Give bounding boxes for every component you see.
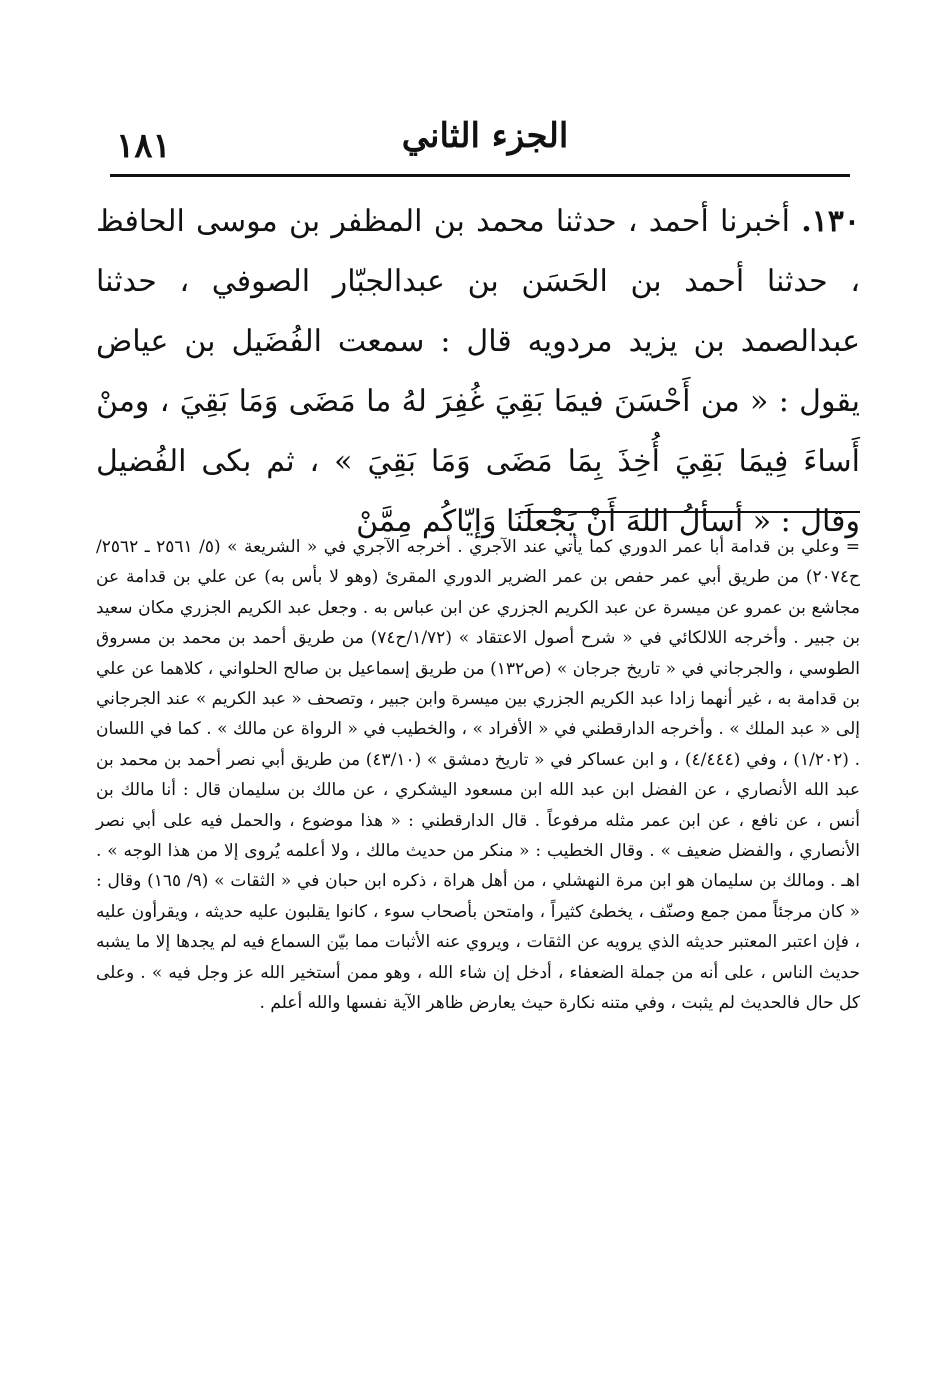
page-number: ١٨١ <box>116 126 171 166</box>
footnotes <box>96 532 860 1019</box>
page-header <box>110 88 850 188</box>
hadith-number: ١٣٠. <box>801 204 860 239</box>
header-rule <box>110 174 850 177</box>
hadith-text: أخبرنا أحمد ، حدثنا محمد بن المظفر بن موسى الحافظ ، حدثنا أحمد بن الحَسَن بن عبدالجبّار الصوفي ، حدثنا عبدالصمد بن يزيد مردويه قال : سمعت الفُضَيل بن عياض يقول : « من أَحْسَنَ فيمَا بَقِيَ غُفِرَ لهُ ما مَضَى وَمَا بَقِيَ ، ومنْ أَساءَ فِيمَا بَقِيَ أُخِذَ بِمَا مَضَى وَمَا بَقِيَ » ، ثم بكى الفُضيل وقال : « أسألُ اللهَ أَنْ يَجْعلَنَا وَإيّاكُم مِمَّنْ <box>96 204 860 539</box>
footnote-rule <box>520 511 860 513</box>
footnote-text: = وعلي بن قدامة أبا عمر الدوري كما يأتي عند الآجري . أخرجه الآجري في « الشريعة » (٥/ ٢٥٦١ ـ ٢٥٦٢/ح٢٠٧٤) من طريق أبي عمر حفص بن عمر الضرير الدوري المقرئ (وهو لا بأس به) عن علي بن قدامة عن مجاشع بن عمرو عن ميسرة عن عبد الكريم الجزري عن ابن عباس به . وجعل عبد الكريم الجزري مكان سعيد بن جبير . وأخرجه اللالكائي في « شرح أصول الاعتقاد » (١/٧٢/ح٧٤) من طريق أحمد بن محمد بن مسروق الطوسي ، والجرجاني في « تاريخ جرجان » (ص١٣٢) من طريق إسماعيل بن صالح الحلواني ، كلاهما عن علي بن قدامة به ، غير أنهما زادا عبد الكريم الجزري بين ميسرة وابن جبير ، وتصحف « عبد الكريم » عند الجرجاني إلى « عبد الملك » . وأخرجه الدارقطني في « الأفراد » ، والخطيب في « الرواة عن مالك » . كما في اللسان . (١/٢٠٢) ، وفي (٤/٤٤٤) ، و ابن عساكر في « تاريخ دمشق » (٤٣/١٠) من طريق أبي نصر أحمد بن محمد بن عبد الله الأنصاري ، عن الفضل ابن عبد الله ابن مسعود اليشكري ، عن مالك بن سليمان قال : أنا مالك بن أنس ، عن نافع ، عن ابن عمر مثله مرفوعاً . قال الدارقطني : « هذا موضوع ، والحمل فيه على أبي نصر الأنصاري ، والفضل ضعيف » . وقال الخطيب : « منكر من حديث مالك ، ولا أعلمه يُروى إلا من هذا الوجه » . اهـ . ومالك بن سليمان هو ابن مرة النهشلي ، من أهل هراة ، ذكره ابن حبان في « الثقات » (٩/ ١٦٥) وقال : « كان مرجئاً ممن جمع وصنّف ، يخطئ كثيراً ، وامتحن بأصحاب سوء ، كانوا يقلبون عليه حديثه ، ويقرأون عليه ، فإن اعتبر المعتبر حديثه الذي يرويه عن الثقات ، ويروي عنه الأثبات مما بيّن السماع فيه لم يجدها إلا ما يشبه حديث الناس ، على أنه من جملة الضعفاء ، أدخل إن شاء الله ، وهو ممن أستخير الله عز وجل فيه » . وعلى كل حال فالحديث لم يثبت ، وفي متنه نكارة حيث يعارض ظاهر الآية نفسها والله أعلم . <box>96 537 861 1014</box>
main-text <box>96 192 860 552</box>
part-title: الجزء الثاني <box>401 116 569 156</box>
hadith-paragraph <box>96 192 860 552</box>
